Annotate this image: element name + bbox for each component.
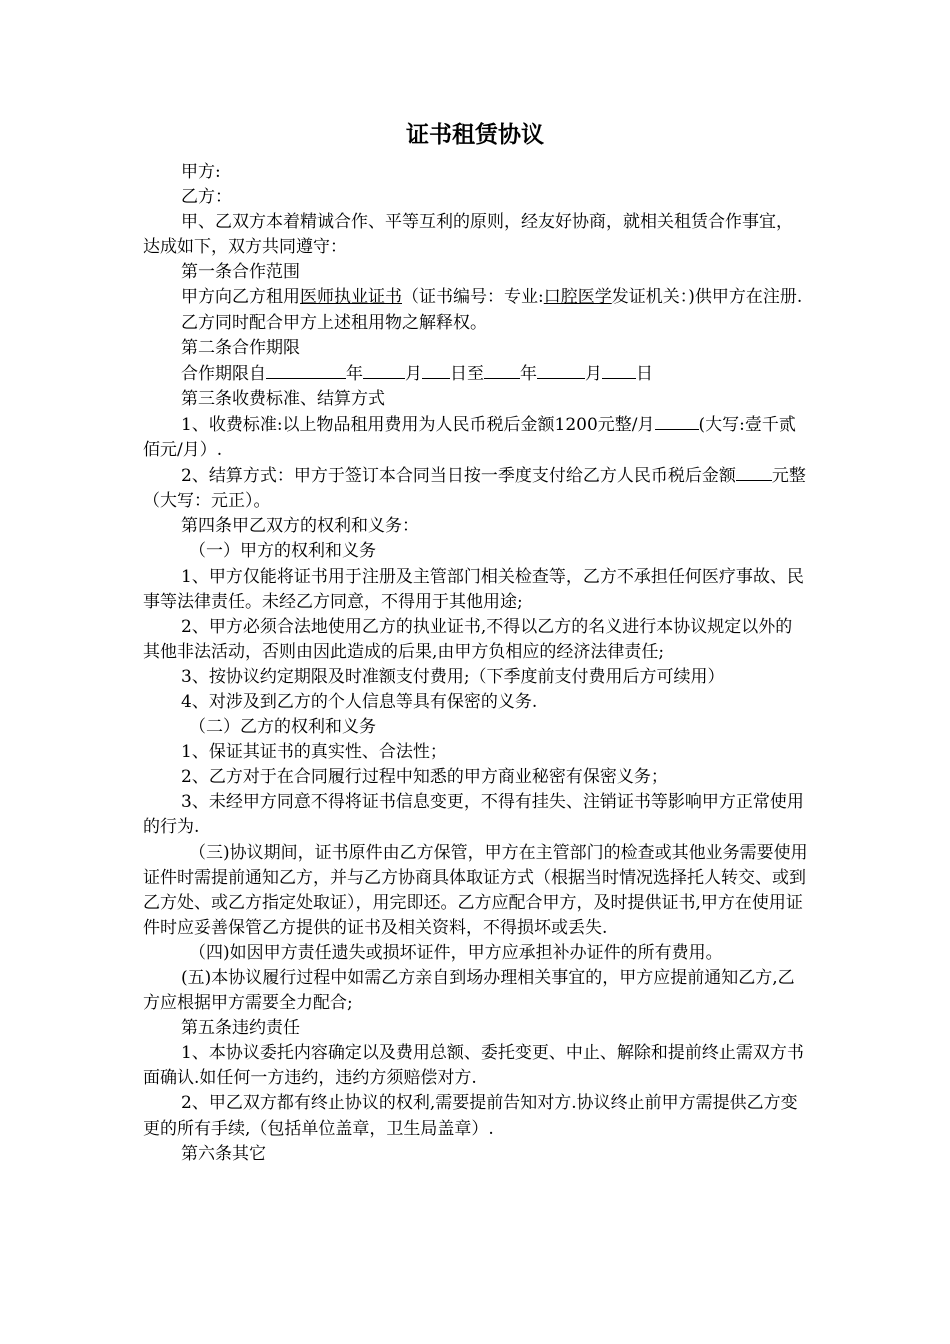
term-line: 合作期限自 年 月 日至 年 月 日 <box>143 361 808 387</box>
article-5-paragraph-1: 1、本协议委托内容确定以及费用总额、委托变更、中止、解除和提前终止需双方书面确认.如任何一方违约，违约方须赔偿对方. <box>143 1043 804 1089</box>
article-3-heading: 第三条收费标准、结算方式 <box>181 388 385 409</box>
settlement-method: 2、结算方式：甲方于签订本合同当日按一季度支付给乙方人民币税后金额 元整（大写：元正）。 <box>143 463 808 514</box>
blank-start-year <box>266 361 346 379</box>
clause-3-certificate-custody: （三)协议期间，证书原件由乙方保管，甲方在主管部门的检查或其他业务需要使用证件时需提前通知乙方，并与乙方协商具体取证方式（根据当时情况选择托人转交、或到乙方处、或乙方指定处取证），用完即还。乙方应配合甲方，及时提供证书,甲方在使用证件时应妥善保管乙方提供的证书及相关资料，不得损坏或丢失. <box>143 842 808 938</box>
party-b-rights-heading: （二）乙方的权利和义务 <box>189 717 376 738</box>
document-body <box>143 160 808 1167</box>
party-b-item-3: 3、未经甲方同意不得将证书信息变更，不得有挂失、注销证书等影响甲方正常使用的行为. <box>143 792 804 838</box>
blank-fee <box>655 412 699 430</box>
party-a-rights-heading: （一）甲方的权利和义务 <box>189 541 376 562</box>
party-a-item-3: 3、按协议约定期限及时准额支付费用;（下季度前支付费用后方可续用） <box>181 666 725 687</box>
party-a-line: 甲方: <box>181 162 221 182</box>
blank-start-day <box>422 361 450 379</box>
blank-end-year <box>484 361 520 379</box>
major-name: 口腔医学 <box>543 287 612 308</box>
article-1-paragraph-2: 乙方同时配合甲方上述租用物之解释权。 <box>181 312 487 333</box>
article-2-heading: 第二条合作期限 <box>181 337 300 358</box>
party-b-line: 乙方： <box>181 187 232 208</box>
article-5-heading: 第五条违约责任 <box>181 1018 300 1039</box>
party-a-item-2: 2、甲方必须合法地使用乙方的执业证书,不得以乙方的名义进行本协议规定以外的其他非法活动，否则由因此造成的后果,由甲方负相应的经济法律责任; <box>143 616 793 662</box>
clause-4-loss-liability: （四)如因甲方责任遗失或损坏证件，甲方应承担补办证件的所有费用。 <box>189 942 723 963</box>
article-6-heading: 第六条其它 <box>181 1143 266 1164</box>
article-1-heading: 第一条合作范围 <box>181 262 300 283</box>
party-a-item-1: 1、甲方仅能将证书用于注册及主管部门相关检查等，乙方不承担任何医疗事故、民事等法律责任。未经乙方同意，不得用于其他用途; <box>143 566 804 612</box>
intro-paragraph: 甲、乙双方本着精诚合作、平等互利的原则，经友好协商，就相关租赁合作事宜，达成如下，双方共同遵守： <box>143 212 793 258</box>
blank-amount <box>736 463 772 481</box>
blank-end-day <box>602 361 636 379</box>
blank-start-month <box>363 361 405 379</box>
article-1-paragraph-1: 甲方向乙方租用医师执业证书（证书编号：专业:口腔医学发证机关：)供甲方在注册. <box>181 287 803 308</box>
party-a-item-4: 4、对涉及到乙方的个人信息等具有保密的义务. <box>181 691 538 712</box>
article-5-paragraph-2: 2、甲乙双方都有终止协议的权利,需要提前告知对方.协议终止前甲方需提供乙方变更的所有手续,（包括单位盖章，卫生局盖章）. <box>143 1093 798 1139</box>
party-b-item-2: 2、乙方对于在合同履行过程中知悉的甲方商业秘密有保密义务； <box>181 767 668 788</box>
blank-end-month <box>537 361 585 379</box>
fee-standard: 1、收费标准:以上物品租用费用为人民币税后金额1200元整/月 (大写:壹千贰佰元/月）. <box>143 412 808 463</box>
certificate-name: 医师执业证书 <box>300 287 402 308</box>
article-4-heading: 第四条甲乙双方的权利和义务： <box>181 516 419 537</box>
clause-5-cooperation: (五)本协议履行过程中如需乙方亲自到场办理相关事宜的，甲方应提前通知乙方,乙方应根据甲方需要全力配合; <box>143 968 795 1014</box>
document-title: 证书租赁协议 <box>406 121 544 148</box>
party-b-item-1: 1、保证其证书的真实性、合法性； <box>181 742 447 763</box>
